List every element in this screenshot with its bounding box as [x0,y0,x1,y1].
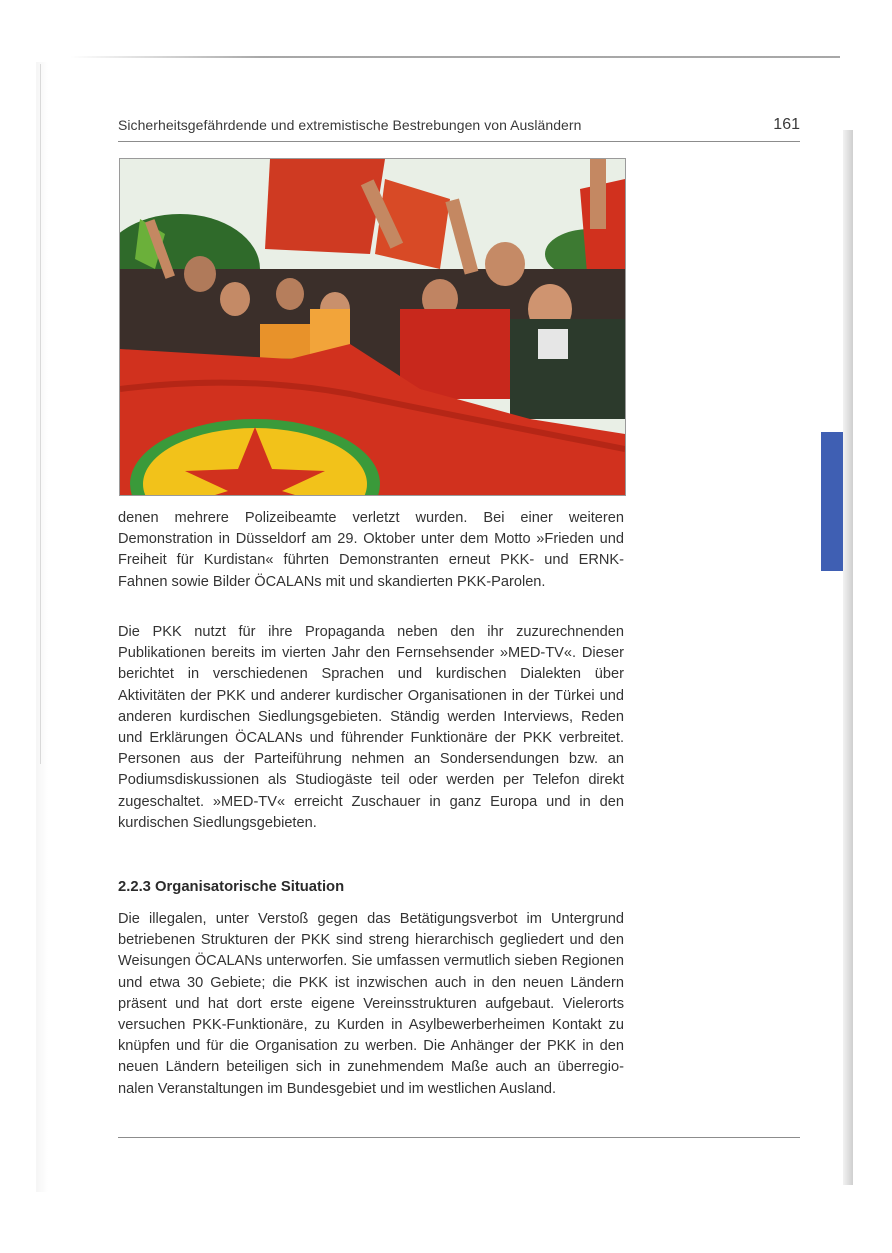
header-title: Sicherheitsgefährdende und extremistische Bestrebungen von Ausländern [118,117,582,133]
page-number: 161 [773,116,800,133]
page-top-edge [70,56,840,58]
bottom-rule [118,1137,800,1138]
scan-edge-line [40,64,41,764]
running-header [118,113,800,142]
demonstration-photo [119,158,626,496]
chapter-side-tab [821,432,843,571]
paragraph-med-tv: Die PKK nutzt für ihre Propaganda neben den ihr zuzurechnenden Publikationen bereits im vierten Jahr den Fernsehsender »MED-TV«. Dieser berichtet in verschiedenen Sprachen und kurdischen Dialekten über Aktivitäten der PKK und anderer kurdischer Organisationen in der Türkei und anderen kurdischen Siedlungsgebieten. Ständig werden Interviews, Reden und Erklärungen ÖCALANs und führender Funktionäre der PKK verbreitet. Personen aus der Parteiführung nehmen an Sondersendungen bzw. an Podiumsdiskussionen als Studiogäste teil oder werden per Telefon direkt zugeschaltet. »MED-TV« erreicht Zuschauer in ganz Europa und in den kurdischen Siedlungsgebieten. [118,624,624,831]
paragraph-organisation: Die illegalen, unter Verstoß gegen das Betätigungsverbot im Untergrund betriebenen Strukturen der PKK sind streng hierarchisch gegliedert und den Weisungen ÖCALANs unterworfen. Sie umfassen vermutlich sieben Regionen und etwa 30 Gebiete; die PKK ist inzwischen auch in den neuen Ländern präsent und hat dort erste eigene Vereinsstrukturen aufgebaut. Vielerorts versuchen PKK-Funktionäre, zu Kurden in Asylbewerberheimen Kontakt zu knüpfen und für die Organisation zu werben. Die Anhänger der PKK in den neuen Ländern beteiligen sich in zunehmendem Maße auch an überregionalen Veranstaltungen im Bundesgebiet und im westlichen Ausland. [118,911,624,1097]
page-right-edge [843,130,853,1185]
paragraph-demonstration: denen mehrere Polizeibeamte verletzt wurden. Bei einer weiteren Demonstration in Düsseldorf am 29. Oktober unter dem Motto »Frieden und Freiheit für Kurdistan« führten Demonstranten erneut PKK- und ERNK-Fahnen sowie Bilder ÖCALANs mit und skandierten PKK-Parolen. [118,510,624,590]
photo-flag-back [265,159,385,254]
scan-shadow-left [36,62,48,1192]
section-heading: 2.2.3 Organisatorische Situation [118,879,345,895]
